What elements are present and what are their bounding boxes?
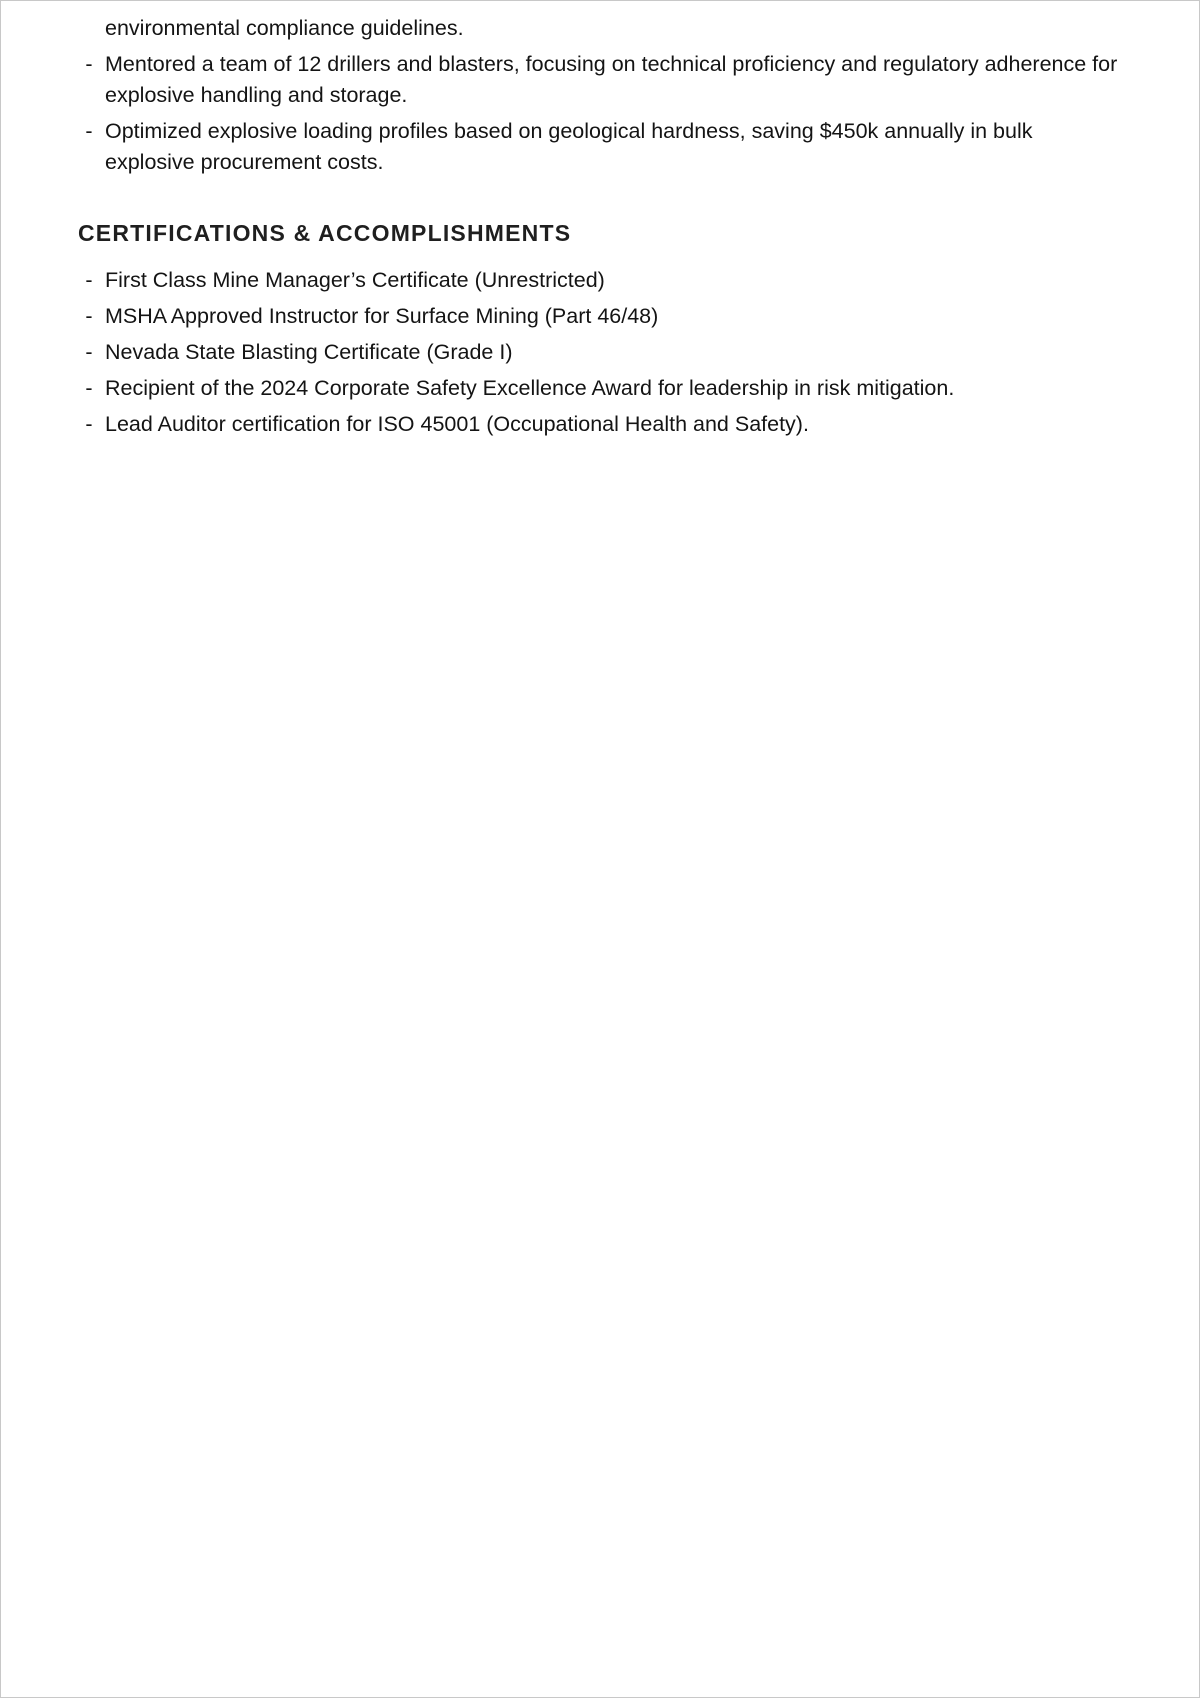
bullet-dash: - <box>85 119 93 143</box>
certification-item <box>78 301 1118 332</box>
certification-text: Recipient of the 2024 Corporate Safety Excellence Award for leadership in risk mitigation. <box>105 376 955 400</box>
bullet-dash: - <box>85 340 93 364</box>
resume-content <box>78 1 1118 440</box>
experience-bullet-list <box>78 13 1118 178</box>
certification-item <box>78 373 1118 404</box>
experience-bullet-continuation <box>78 13 1118 44</box>
certification-item <box>78 337 1118 368</box>
bullet-dash: - <box>85 412 93 436</box>
bullet-dash: - <box>85 52 93 76</box>
bullet-dash: - <box>85 268 93 292</box>
certification-item <box>78 409 1118 440</box>
experience-bullet <box>78 116 1118 178</box>
certification-text: Lead Auditor certification for ISO 45001 (Occupational Health and Safety). <box>105 412 809 436</box>
experience-bullet-text: environmental compliance guidelines. <box>105 16 464 40</box>
experience-bullet-text: Mentored a team of 12 drillers and blasters, focusing on technical proficiency and regulatory adherence for explosive handling and storage. <box>105 52 1118 107</box>
certification-text: MSHA Approved Instructor for Surface Mining (Part 46/48) <box>105 304 659 328</box>
experience-bullet-text: Optimized explosive loading profiles based on geological hardness, saving $450k annually in bulk explosive procurement costs. <box>105 119 1033 174</box>
certification-text: First Class Mine Manager’s Certificate (Unrestricted) <box>105 268 605 292</box>
certifications-list <box>78 265 1118 440</box>
bullet-dash: - <box>85 376 93 400</box>
certifications-heading: CERTIFICATIONS & ACCOMPLISHMENTS <box>78 220 572 246</box>
certification-item <box>78 265 1118 296</box>
experience-bullet <box>78 49 1118 111</box>
certification-text: Nevada State Blasting Certificate (Grade I) <box>105 340 513 364</box>
bullet-dash: - <box>85 304 93 328</box>
